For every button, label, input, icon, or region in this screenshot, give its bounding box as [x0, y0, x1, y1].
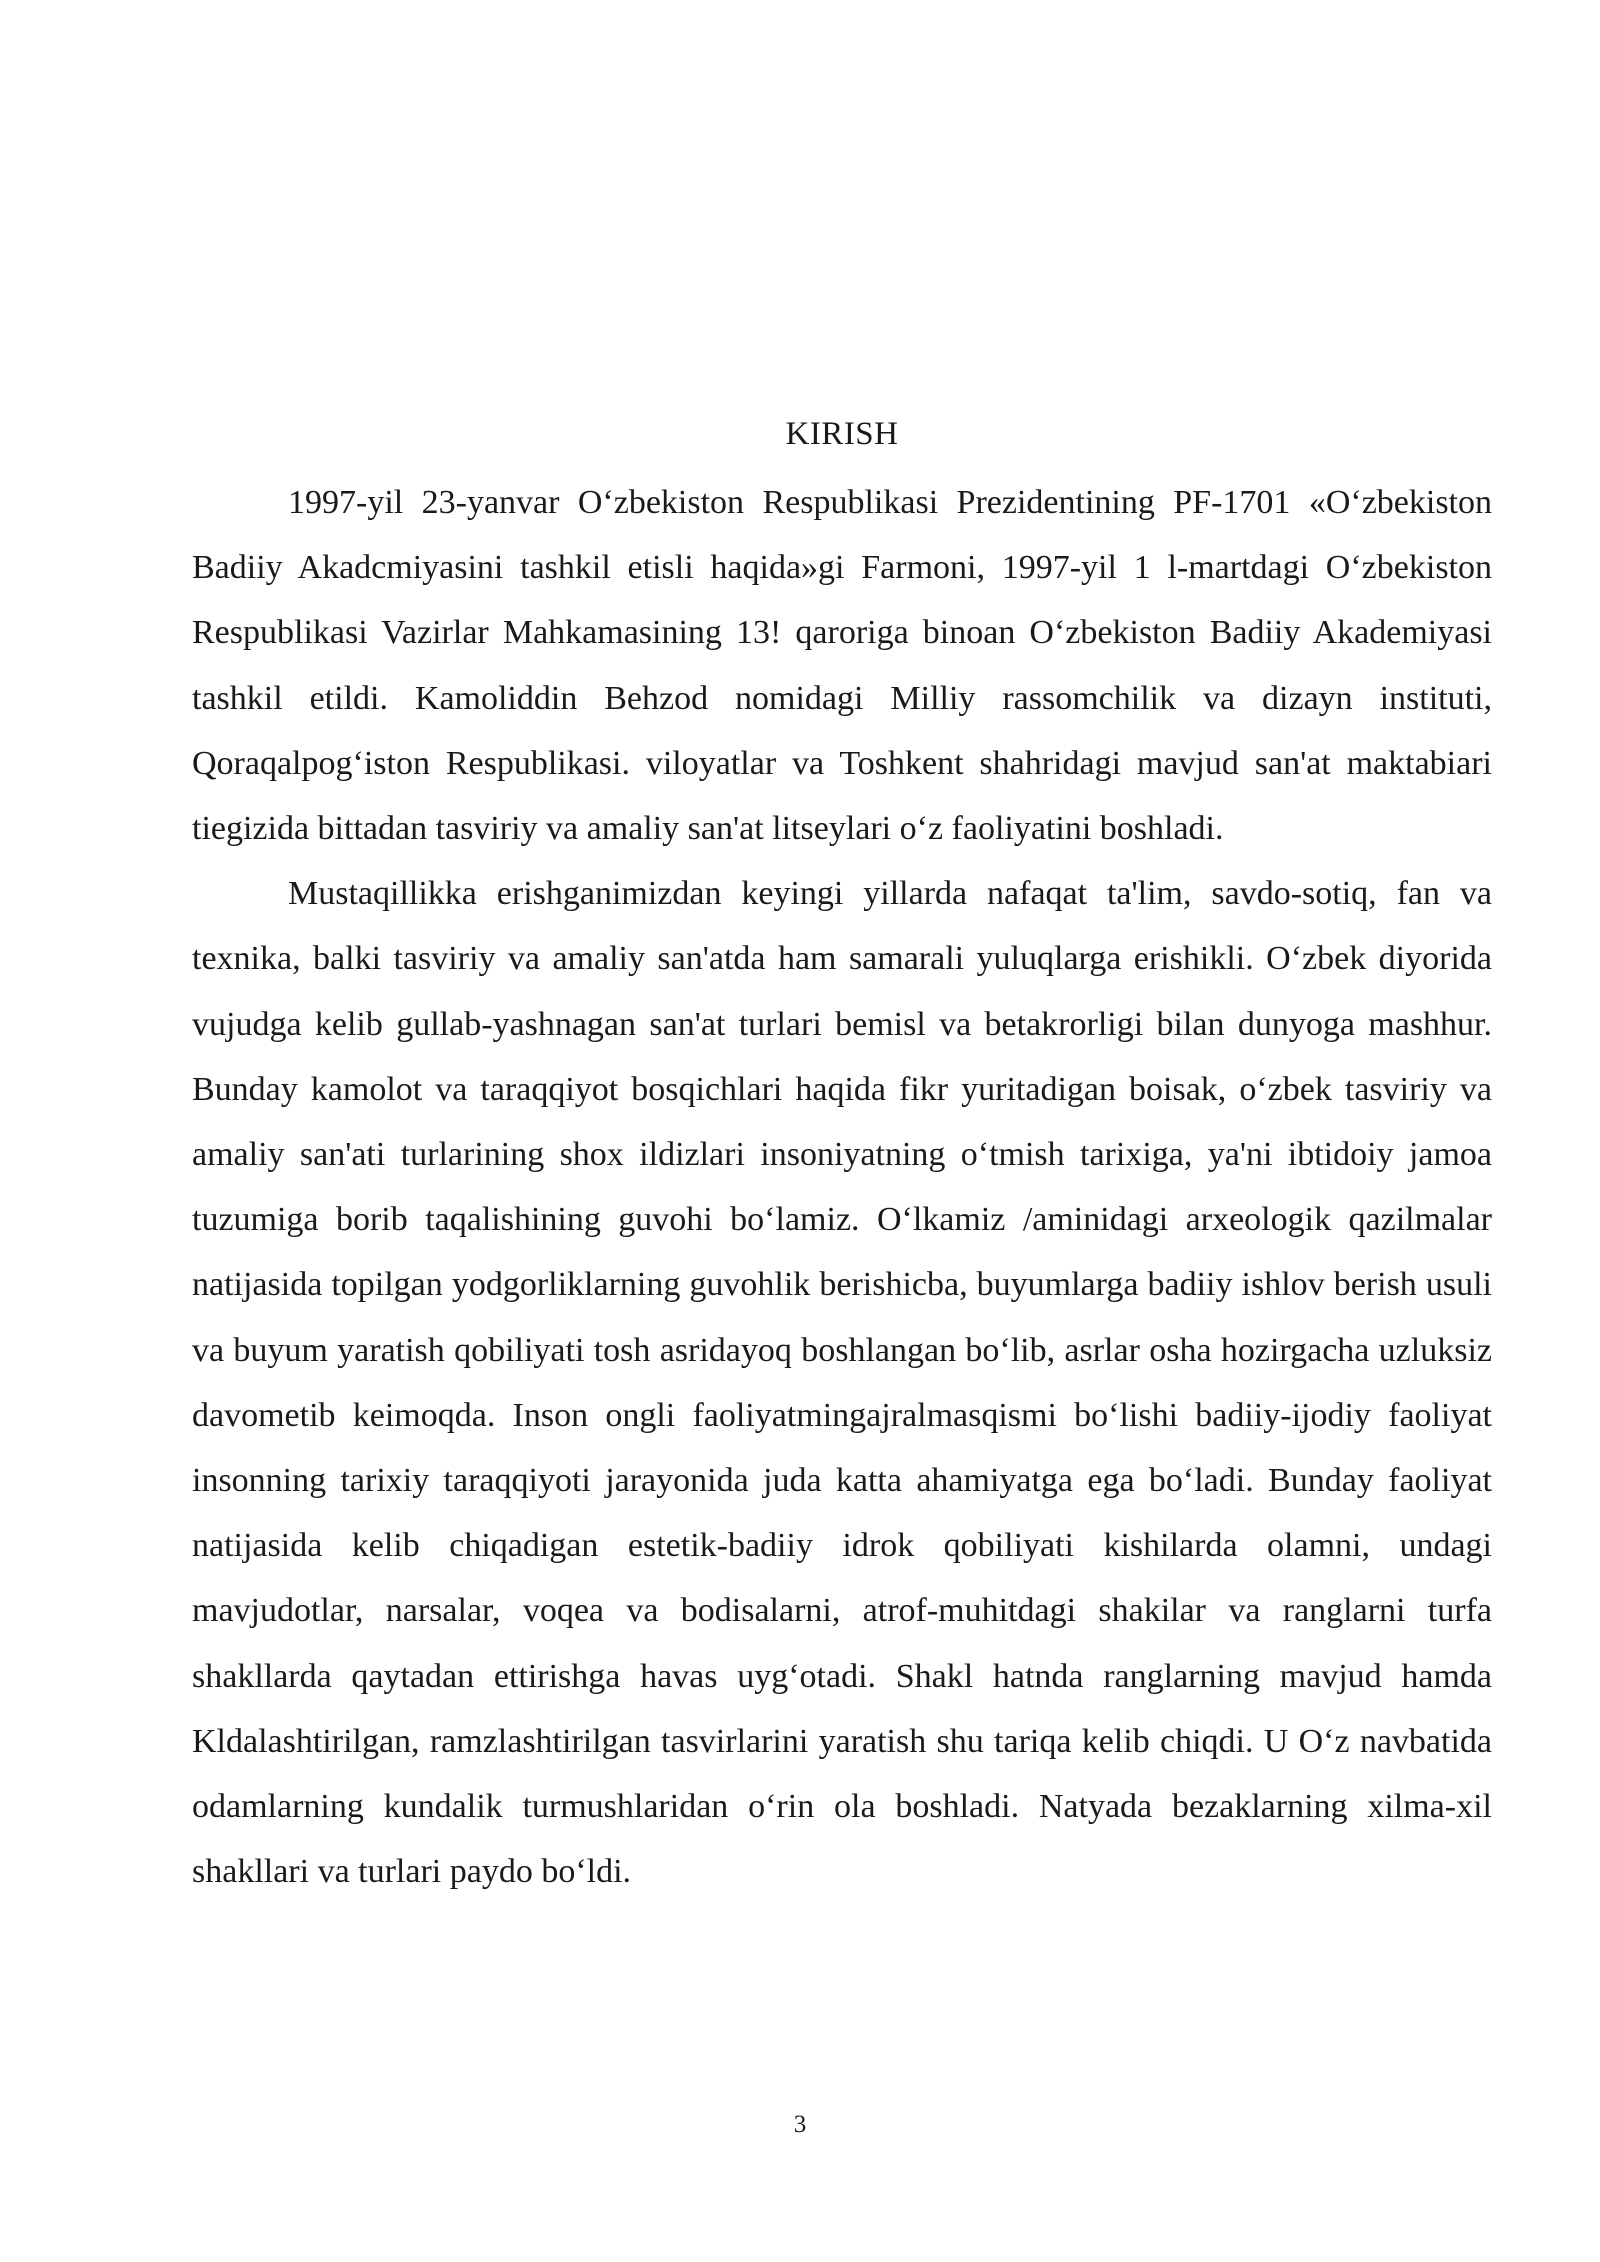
paragraph-1: 1997-yil 23-yanvar O‘zbekiston Respublikasi Prezidentining PF-1701 «O‘zbekiston Badiiy Akadcmiyasini tashkil etisli haqida»gi Farmoni, 1997-yil 1 l-martdagi O‘zbekiston Respublikasi Vazirlar Mahkamasining 13! qaroriga binoan O‘zbekiston Badiiy Akademiyasi tashkil etildi. Kamoliddin Behzod nomidagi Milliy rassomchilik va dizayn instituti, Qoraqalpog‘iston Respublikasi. viloyatlar va Toshkent shahridagi mavjud san'at maktabiari tiegizida bittadan tasviriy va amaliy san'at litseylari o‘z faoliyatini boshladi. — [192, 484, 1492, 848]
section-title: KIRISH — [785, 416, 899, 452]
paragraph-2: Mustaqillikka erishganimizdan keyingi yillarda nafaqat ta'lim, savdo-sotiq, fan va texnika, balki tasviriy va amaliy san'atda ham samarali yuluqlarga erishikli. O‘zbek diyorida vujudga kelib gullab-yashnagan san'at turlari bemisl va betakrorligi bilan dunyoga mashhur. Bunday kamolot va taraqqiyot bosqichlari haqida fikr yuritadigan boisak, o‘zbek tasviriy va amaliy san'ati turlarining shox ildizlari insoniyatning o‘tmish tarixiga, ya'ni ibtidoiy jamoa tuzumiga borib taqalishining guvohi bo‘lamiz. O‘lkamiz /aminidagi arxeologik qazilmalar natijasida topilgan yodgorliklarning guvohlik berishicba, buyumlarga badiiy ishlov berish usuli va buyum yaratish qobiliyati tosh asridayoq boshlangan bo‘lib, asrlar osha hozirgacha uzluksiz davometib keimoqda. Inson ongli faoliyatmingajralmasqismi bo‘lishi badiiy-ijodiy faoliyat insonning tarixiy taraqqiyoti jarayonida juda katta ahamiyatga ega bo‘ladi. Bunday faoliyat natijasida kelib chiqadigan estetik-badiiy idrok qobiliyati kishilarda olamni, undagi mavjudotlar, narsalar, voqea va bodisalarni, atrof-muhitdagi shakilar va ranglarni turfa shakllarda qaytadan ettirishga havas uyg‘otadi. Shakl hatnda ranglarning mavjud hamda Kldalashtirilgan, ramzlashtirilgan tasvirlarini yaratish shu tariqa kelib chiqdi. U O‘z navbatida odamlarning kundalik turmushlaridan o‘rin ola boshladi. Natyada bezaklarning xilma-xil shakllari va turlari paydo bo‘ldi. — [192, 875, 1492, 1891]
body-text — [192, 470, 1492, 1904]
page-number: 3 — [793, 2111, 807, 2138]
